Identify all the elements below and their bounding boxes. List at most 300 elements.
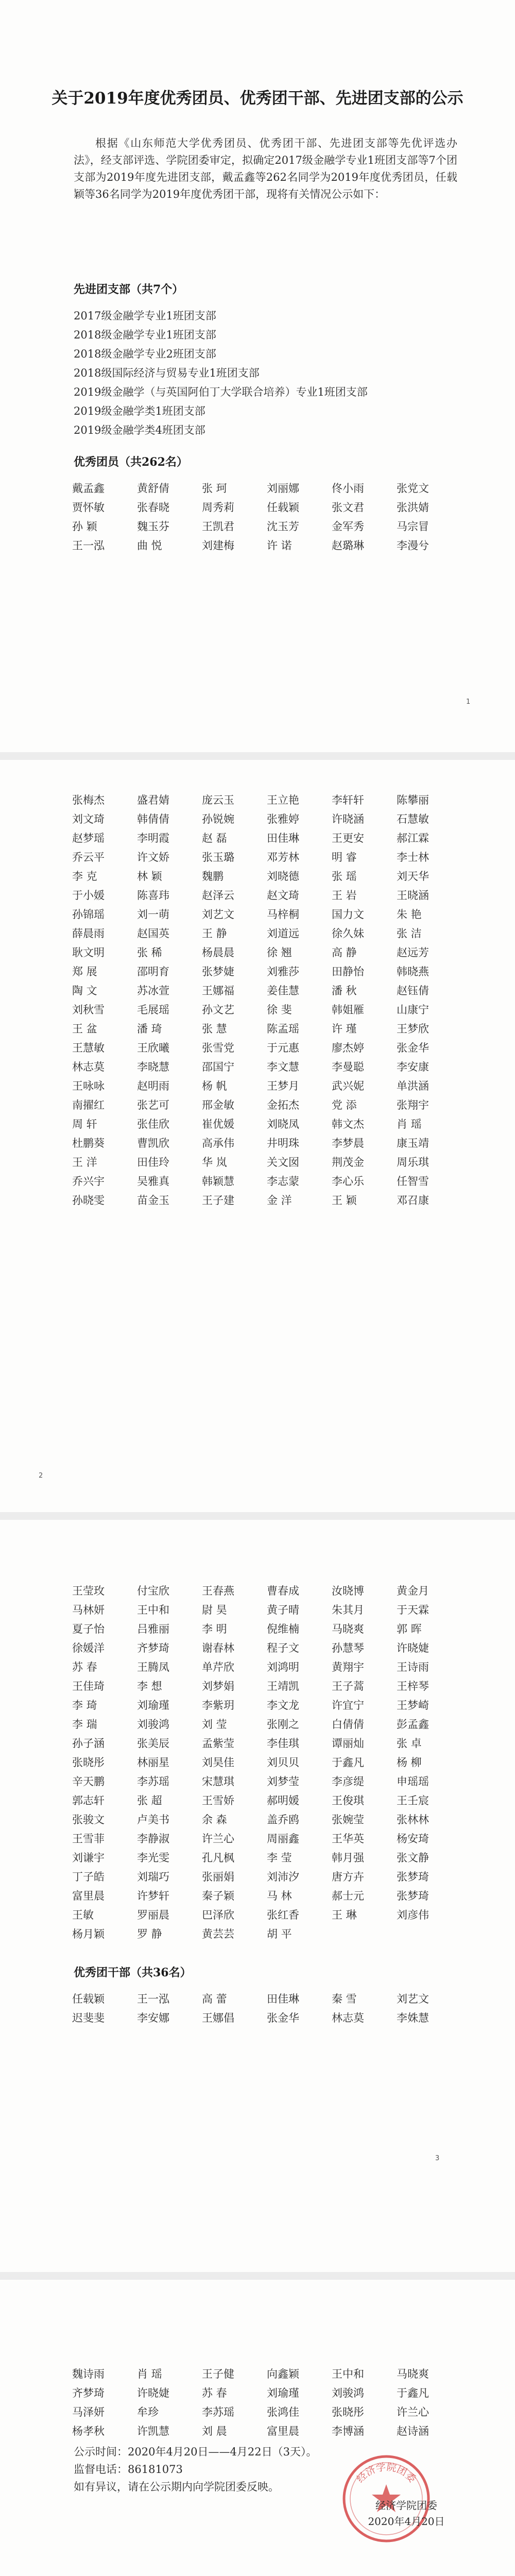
- person-name: 苗金玉: [137, 1194, 169, 1207]
- person-name: 刘丽娜: [267, 482, 299, 495]
- person-name: 陶 文: [72, 985, 97, 997]
- notice-period: 公示时间：2020年4月20日——4月22日（3天）。: [74, 2446, 317, 2458]
- person-name: 杨月颖: [72, 1928, 105, 1940]
- person-name: 金拓杰: [267, 1099, 299, 1111]
- person-name: 付宝欣: [137, 1585, 169, 1597]
- person-name: 陈攀丽: [397, 794, 429, 806]
- person-name: 许 诺: [267, 539, 292, 552]
- person-name: 郑 展: [72, 965, 97, 978]
- person-name: 李文慧: [267, 1061, 299, 1073]
- person-name: 耿文明: [72, 946, 105, 959]
- person-name: 王 静: [202, 927, 227, 940]
- person-name: 党 添: [332, 1099, 357, 1111]
- branch-item: 2018级金融学专业1班团支部: [74, 329, 216, 341]
- person-name: 周乐琪: [397, 1156, 429, 1168]
- person-name: 秦子颖: [202, 1890, 234, 1902]
- person-name: 王凯君: [202, 520, 234, 533]
- person-name: 迟斐斐: [72, 2012, 105, 2024]
- svg-text:经济学院团委: [354, 2461, 418, 2485]
- person-name: 许凯慧: [137, 2425, 169, 2437]
- sign-date: 2020年4月20日: [368, 2515, 445, 2528]
- person-name: 韩颖慧: [202, 1175, 234, 1188]
- person-name: 王腾凤: [137, 1661, 169, 1673]
- person-name: 黄子晴: [267, 1604, 299, 1616]
- person-name: 林志莫: [72, 1061, 105, 1073]
- person-name: 刘瑜瑾: [267, 2387, 299, 2399]
- person-name: 张刚之: [267, 1718, 299, 1731]
- intro-paragraph: 根据《山东师范大学优秀团员、优秀团干部、先进团支部等先优评选办法》，经支部评选、学院团委审定，拟确定2017级金融学专业1班团支部等7个团支部为2019年度先进团支部，戴孟鑫等262名同学为2019年度优秀团员，任载颖等36名同学为2019年度优秀团干部，现将有关情况公示如下：: [74, 137, 457, 200]
- person-name: 李 明: [202, 1623, 227, 1635]
- person-name: 李轩轩: [332, 794, 364, 806]
- person-name: 张 珂: [202, 482, 227, 495]
- person-name: 向鑫颖: [267, 2368, 299, 2380]
- person-name: 徐媛洋: [72, 1642, 105, 1654]
- person-name: 李静淑: [137, 1833, 169, 1845]
- person-name: 张 洁: [397, 927, 422, 940]
- person-name: 苏 春: [202, 2387, 227, 2399]
- person-name: 郝江霖: [397, 832, 429, 844]
- person-name: 刘梦莹: [267, 1775, 299, 1788]
- person-name: 王娜福: [202, 985, 234, 997]
- person-name: 王春燕: [202, 1585, 234, 1597]
- person-name: 李彦缇: [332, 1775, 364, 1788]
- person-name: 盛君婧: [137, 794, 169, 806]
- person-name: 张 卓: [397, 1737, 422, 1750]
- person-name: 刘骏鸿: [137, 1718, 169, 1731]
- person-name: 李梦晨: [332, 1137, 364, 1149]
- person-name: 高 静: [332, 946, 357, 959]
- person-name: 王一泓: [137, 1993, 169, 2005]
- person-name: 杨孝秋: [72, 2425, 105, 2437]
- person-name: 王中和: [332, 2368, 364, 2380]
- person-name: 刘沛汐: [267, 1871, 299, 1883]
- person-name: 郝士元: [332, 1890, 364, 1902]
- branch-item: 2019级金融学类4班团支部: [74, 424, 205, 436]
- branch-heading: 先进团支部（共7个）: [74, 283, 184, 296]
- person-name: 王慧敏: [72, 1042, 105, 1054]
- person-name: 苏 春: [72, 1661, 97, 1673]
- person-name: 张雪党: [202, 1042, 234, 1054]
- person-name: 马林妍: [72, 1604, 105, 1616]
- person-name: 郭志轩: [72, 1794, 105, 1807]
- person-name: 韩文杰: [332, 1118, 364, 1130]
- person-name: 孙锦瑶: [72, 908, 105, 921]
- person-name: 华 岚: [202, 1156, 227, 1168]
- person-name: 秦 雪: [332, 1993, 357, 2005]
- person-name: 张美辰: [137, 1737, 169, 1750]
- person-name: 孙文艺: [202, 1004, 234, 1016]
- seal-text: 经济学院团委: [354, 2461, 418, 2485]
- document-page-2: [0, 760, 515, 1512]
- person-name: 刘艺文: [202, 908, 234, 921]
- branch-item: 2019级金融学（与英国阿伯丁大学联合培养）专业1班团支部: [74, 386, 368, 398]
- person-name: 胡 平: [267, 1928, 292, 1940]
- person-name: 沈玉芳: [267, 520, 299, 533]
- person-name: 辛天鹏: [72, 1775, 105, 1788]
- person-name: 单洪涵: [397, 1080, 429, 1092]
- person-name: 王梓琴: [397, 1680, 429, 1692]
- person-name: 李 莹: [267, 1852, 292, 1864]
- person-name: 王梦月: [267, 1080, 299, 1092]
- person-name: 李 想: [137, 1680, 162, 1692]
- person-name: 卢美书: [137, 1814, 169, 1826]
- person-name: 李紫玥: [202, 1699, 234, 1711]
- person-name: 魏玉芬: [137, 520, 169, 533]
- person-name: 武兴妮: [332, 1080, 364, 1092]
- person-name: 王立艳: [267, 794, 299, 806]
- person-name: 黄舒倩: [137, 482, 169, 495]
- person-name: 肖 瑶: [397, 1118, 422, 1130]
- person-name: 王雪菲: [72, 1833, 105, 1845]
- person-name: 唐方卉: [332, 1871, 364, 1883]
- member-heading: 优秀团员（共262名）: [74, 455, 188, 469]
- person-name: 王娜倡: [202, 2012, 234, 2024]
- person-name: 张晓彤: [72, 1756, 105, 1769]
- person-name: 许晓涵: [332, 813, 364, 825]
- supervision-phone: 监督电话：86181073: [74, 2463, 183, 2476]
- person-name: 周秀莉: [202, 501, 234, 514]
- person-name: 李漫兮: [397, 539, 429, 552]
- person-name: 王雪娇: [202, 1794, 234, 1807]
- sign-org: 经济学院团委: [375, 2499, 437, 2512]
- person-name: 李明霞: [137, 832, 169, 844]
- person-name: 丁子皓: [72, 1871, 105, 1883]
- person-name: 杨安琦: [397, 1833, 429, 1845]
- person-name: 张文静: [397, 1852, 429, 1864]
- person-name: 郭 晖: [397, 1623, 422, 1635]
- person-name: 黄翔宇: [332, 1661, 364, 1673]
- person-name: 张雅婷: [267, 813, 299, 825]
- person-name: 邢金敏: [202, 1099, 234, 1111]
- person-name: 张丽娟: [202, 1871, 234, 1883]
- signature-block: [347, 2498, 466, 2530]
- person-name: 刘 晨: [202, 2425, 227, 2437]
- person-name: 韩月强: [332, 1852, 364, 1864]
- page-number: 2: [39, 1472, 43, 1480]
- person-name: 刘梦娟: [202, 1680, 234, 1692]
- person-name: 赵文琦: [267, 889, 299, 902]
- person-name: 刘瑞巧: [137, 1871, 169, 1883]
- person-name: 王 岩: [332, 889, 357, 902]
- person-name: 孟紫莹: [202, 1737, 234, 1750]
- person-name: 乔云平: [72, 851, 105, 863]
- person-name: 曹春成: [267, 1585, 299, 1597]
- person-name: 周 轩: [72, 1118, 97, 1130]
- person-name: 许晓婕: [137, 2387, 169, 2399]
- person-name: 李安康: [397, 1061, 429, 1073]
- person-name: 邓召康: [397, 1194, 429, 1207]
- person-name: 王咏咏: [72, 1080, 105, 1092]
- person-name: 马梓桐: [267, 908, 299, 921]
- person-name: 刘昊佳: [202, 1756, 234, 1769]
- person-name: 张晓彤: [332, 2406, 364, 2418]
- person-name: 王俊琪: [332, 1794, 364, 1807]
- person-name: 田佳琳: [267, 832, 299, 844]
- person-name: 单芹欣: [202, 1661, 234, 1673]
- person-name: 李光雯: [137, 1852, 169, 1864]
- person-name: 王一泓: [72, 539, 105, 552]
- objection-note: 如有异议，请在公示期内向学院团委反映。: [74, 2481, 279, 2493]
- person-name: 张婉莹: [332, 1814, 364, 1826]
- person-name: 周丽鑫: [267, 1833, 299, 1845]
- person-name: 王 琳: [332, 1909, 357, 1921]
- person-name: 富里晨: [72, 1890, 105, 1902]
- person-name: 于天霖: [397, 1604, 429, 1616]
- person-name: 郝明媛: [267, 1794, 299, 1807]
- person-name: 许 瑾: [332, 1023, 357, 1035]
- person-name: 李士林: [397, 851, 429, 863]
- person-name: 刘秋雪: [72, 1004, 105, 1016]
- person-name: 赵泽云: [202, 889, 234, 902]
- person-name: 许宜宁: [332, 1699, 364, 1711]
- person-name: 张梦琦: [397, 1871, 429, 1883]
- person-name: 张春晓: [137, 501, 169, 514]
- person-name: 余 森: [202, 1814, 227, 1826]
- person-name: 王华英: [332, 1833, 364, 1845]
- branch-item: 2018级金融学专业2班团支部: [74, 348, 216, 360]
- person-name: 韩晓燕: [397, 965, 429, 978]
- person-name: 汝晓博: [332, 1585, 364, 1597]
- person-name: 任载颖: [267, 501, 299, 514]
- person-name: 王 洋: [72, 1156, 97, 1168]
- person-name: 于小媛: [72, 889, 105, 902]
- person-name: 齐梦琦: [72, 2387, 105, 2399]
- person-name: 张鸿佳: [267, 2406, 299, 2418]
- person-name: 李志蒙: [267, 1175, 299, 1188]
- person-name: 程子文: [267, 1642, 299, 1654]
- person-name: 孙子涵: [72, 1737, 105, 1750]
- person-name: 潘 秋: [332, 985, 357, 997]
- person-name: 张玉璐: [202, 851, 234, 863]
- person-name: 肖 瑶: [137, 2368, 162, 2380]
- person-name: 赵明雨: [137, 1080, 169, 1092]
- person-name: 刘谦宇: [72, 1852, 105, 1864]
- person-name: 刘晓德: [267, 870, 299, 883]
- person-name: 张洪婧: [397, 501, 429, 514]
- person-name: 南擢红: [72, 1099, 105, 1111]
- person-name: 任载颖: [72, 1993, 105, 2005]
- person-name: 邵明育: [137, 965, 169, 978]
- person-name: 李文龙: [267, 1699, 299, 1711]
- person-name: 张 瑶: [332, 870, 357, 883]
- person-name: 邓芳林: [267, 851, 299, 863]
- person-name: 赵钰倩: [397, 985, 429, 997]
- person-name: 田静怡: [332, 965, 364, 978]
- person-name: 佟小雨: [332, 482, 364, 495]
- person-name: 陈孟瑶: [267, 1023, 299, 1035]
- person-name: 徐 斐: [267, 1004, 292, 1016]
- person-name: 吴雅真: [137, 1175, 169, 1188]
- person-name: 张佳欣: [137, 1118, 169, 1130]
- person-name: 刘雅莎: [267, 965, 299, 978]
- person-name: 盖乔鸥: [267, 1814, 299, 1826]
- person-name: 国力文: [332, 908, 364, 921]
- branch-item: 2019级金融学类1班团支部: [74, 405, 205, 417]
- person-name: 王壬宸: [397, 1794, 429, 1807]
- person-name: 孙晓雯: [72, 1194, 105, 1207]
- person-name: 李 瑞: [72, 1718, 97, 1731]
- person-name: 刘一萌: [137, 908, 169, 921]
- notice-footer: [74, 2443, 317, 2496]
- person-name: 高 蕾: [202, 1993, 227, 2005]
- person-name: 孙 颖: [72, 520, 97, 533]
- person-name: 王梦欣: [397, 1023, 429, 1035]
- person-name: 牟珍: [137, 2406, 159, 2418]
- person-name: 王靖凯: [267, 1680, 299, 1692]
- person-name: 刘道远: [267, 927, 299, 940]
- person-name: 王莹玫: [72, 1585, 105, 1597]
- person-name: 王中和: [137, 1604, 169, 1616]
- person-name: 罗丽晨: [137, 1909, 169, 1921]
- person-name: 潘 琦: [137, 1023, 162, 1035]
- person-name: 刘天华: [397, 870, 429, 883]
- person-name: 曲 悦: [137, 539, 162, 552]
- person-name: 姜佳慧: [267, 985, 299, 997]
- person-name: 乔兴宇: [72, 1175, 105, 1188]
- person-name: 许梦轩: [137, 1890, 169, 1902]
- person-name: 白倩倩: [332, 1718, 364, 1731]
- person-name: 韩姐雁: [332, 1004, 364, 1016]
- person-name: 王欣曦: [137, 1042, 169, 1054]
- person-name: 高承伟: [202, 1137, 234, 1149]
- person-name: 孔凡枫: [202, 1852, 234, 1864]
- person-name: 谭丽灿: [332, 1737, 364, 1750]
- person-name: 陈喜玮: [137, 889, 169, 902]
- person-name: 巴泽欣: [202, 1909, 234, 1921]
- person-name: 王子蒿: [332, 1680, 364, 1692]
- person-name: 李安娜: [137, 2012, 169, 2024]
- person-name: 孙锐婉: [202, 813, 234, 825]
- person-name: 刘建梅: [202, 539, 234, 552]
- person-name: 李佳琪: [267, 1737, 299, 1750]
- person-name: 刘彦伟: [397, 1909, 429, 1921]
- person-name: 罗 静: [137, 1928, 162, 1940]
- person-name: 关文囡: [267, 1156, 299, 1168]
- person-name: 张骏文: [72, 1814, 105, 1826]
- person-name: 王子健: [202, 2368, 234, 2380]
- person-name: 戴孟鑫: [72, 482, 105, 495]
- person-name: 魏鹏: [202, 870, 224, 883]
- person-name: 井明珠: [267, 1137, 299, 1149]
- person-name: 张 超: [137, 1794, 162, 1807]
- person-name: 张翔宇: [397, 1099, 429, 1111]
- person-name: 石慧敏: [397, 813, 429, 825]
- person-name: 许晓婕: [397, 1642, 429, 1654]
- person-name: 魏诗雨: [72, 2368, 105, 2380]
- person-name: 李心乐: [332, 1175, 364, 1188]
- person-name: 赵国英: [137, 927, 169, 940]
- person-name: 庞云玉: [202, 794, 234, 806]
- person-name: 康玉靖: [397, 1137, 429, 1149]
- document-page-3: [0, 1520, 515, 2272]
- person-name: 马晓爽: [332, 1623, 364, 1635]
- person-name: 申瑶瑶: [397, 1775, 429, 1788]
- person-name: 李姝慧: [397, 2012, 429, 2024]
- person-name: 张红香: [267, 1909, 299, 1921]
- person-name: 杨晨晨: [202, 946, 234, 959]
- page-number: 1: [466, 698, 471, 706]
- person-name: 刘骏鸿: [332, 2387, 364, 2399]
- branch-item: 2017级金融学专业1班团支部: [74, 310, 216, 322]
- person-name: 田佳玲: [137, 1156, 169, 1168]
- person-name: 富里晨: [267, 2425, 299, 2437]
- person-name: 苏冰萱: [137, 985, 169, 997]
- person-name: 王敏: [72, 1909, 94, 1921]
- person-name: 张梅杰: [72, 794, 105, 806]
- person-name: 金军秀: [332, 520, 364, 533]
- person-name: 林志莫: [332, 2012, 364, 2024]
- person-name: 朱其月: [332, 1604, 364, 1616]
- person-name: 马泽妍: [72, 2406, 105, 2418]
- person-name: 于鑫凡: [332, 1756, 364, 1769]
- cadre-heading: 优秀团干部（共36名）: [74, 1966, 192, 1979]
- person-name: 宋慧琪: [202, 1775, 234, 1788]
- person-name: 刘鸿明: [267, 1661, 299, 1673]
- person-name: 刘瑜瑾: [137, 1699, 169, 1711]
- person-name: 王更安: [332, 832, 364, 844]
- person-name: 李苏瑶: [137, 1775, 169, 1788]
- person-name: 山康宁: [397, 1004, 429, 1016]
- person-name: 刘贝贝: [267, 1756, 299, 1769]
- person-name: 赵诗涵: [397, 2425, 429, 2437]
- person-name: 张 慧: [202, 1023, 227, 1035]
- person-name: 孙慧琴: [332, 1642, 364, 1654]
- person-name: 黄金月: [397, 1585, 429, 1597]
- person-name: 赵远芳: [397, 946, 429, 959]
- person-name: 于元惠: [267, 1042, 299, 1054]
- document-page-1: [0, 0, 515, 752]
- person-name: 刘艺文: [397, 1993, 429, 2005]
- person-name: 吕雅丽: [137, 1623, 169, 1635]
- person-name: 荆茂金: [332, 1156, 364, 1168]
- person-name: 李曼聪: [332, 1061, 364, 1073]
- person-name: 张 稀: [137, 946, 162, 959]
- person-name: 马晓爽: [397, 2368, 429, 2380]
- person-name: 王 盆: [72, 1023, 97, 1035]
- person-name: 马宗冒: [397, 520, 429, 533]
- person-name: 李苏瑶: [202, 2406, 234, 2418]
- person-name: 李博涵: [332, 2425, 364, 2437]
- person-name: 马 林: [267, 1890, 292, 1902]
- person-name: 林 颖: [137, 870, 162, 883]
- person-name: 薛晨雨: [72, 927, 105, 940]
- person-name: 张党文: [397, 482, 429, 495]
- person-name: 王 颖: [332, 1194, 357, 1207]
- person-name: 李 克: [72, 870, 97, 883]
- person-name: 许文娇: [137, 851, 169, 863]
- person-name: 金 洋: [267, 1194, 292, 1207]
- person-name: 王晓涵: [397, 889, 429, 902]
- person-name: 杜鹏葵: [72, 1137, 105, 1149]
- person-name: 张林林: [397, 1814, 429, 1826]
- person-name: 谢春林: [202, 1642, 234, 1654]
- person-name: 赵梦瑶: [72, 832, 105, 844]
- branch-list: [74, 307, 368, 440]
- person-name: 刘晓凤: [267, 1118, 299, 1130]
- person-name: 徐 翘: [267, 946, 292, 959]
- person-name: 徐久妹: [332, 927, 364, 940]
- person-name: 杨 柳: [397, 1756, 422, 1769]
- document-page-4: [0, 2280, 515, 2576]
- branch-item: 2018级国际经济与贸易专业1班团支部: [74, 367, 260, 379]
- person-name: 彭孟鑫: [397, 1718, 429, 1731]
- person-name: 王梦崎: [397, 1699, 429, 1711]
- person-name: 赵璐琳: [332, 539, 364, 552]
- person-name: 王诗雨: [397, 1661, 429, 1673]
- person-name: 王佳琦: [72, 1680, 105, 1692]
- person-name: 张文君: [332, 501, 364, 514]
- person-name: 张金华: [397, 1042, 429, 1054]
